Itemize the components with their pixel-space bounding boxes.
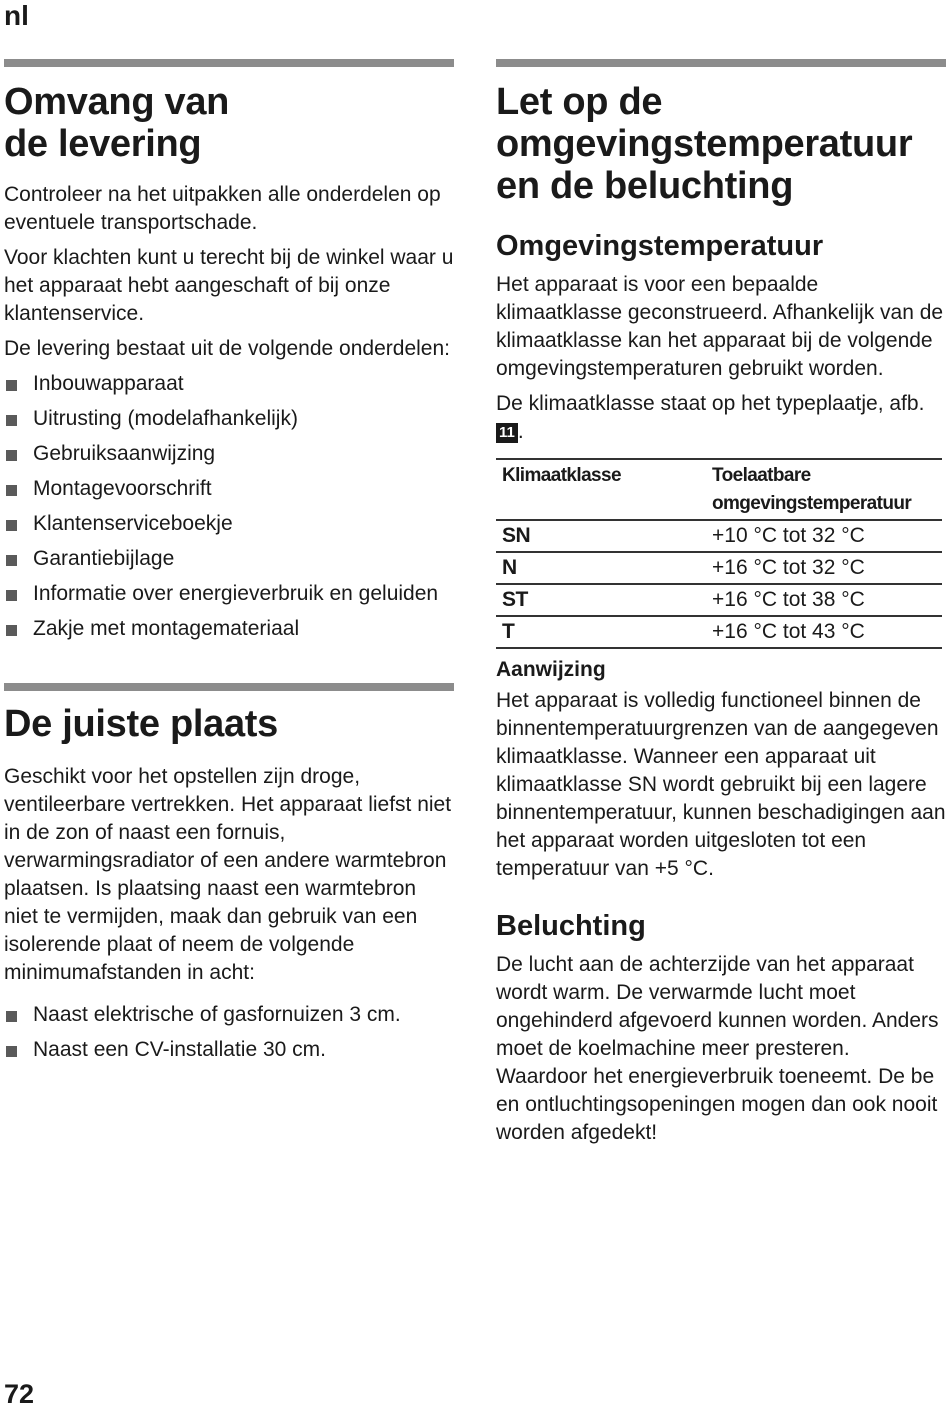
square-bullet-icon — [6, 555, 17, 566]
heading-scope-of-delivery — [4, 81, 454, 165]
table-cell-range: +16 °C tot 43 °C — [706, 616, 942, 648]
list-item-text: Inbouwapparaat — [33, 372, 184, 395]
table-row — [496, 520, 942, 552]
list-item — [4, 510, 454, 538]
table-cell-class: ST — [496, 584, 706, 616]
square-bullet-icon — [6, 450, 17, 461]
table-cell-class: T — [496, 616, 706, 648]
paragraph — [496, 390, 946, 446]
heading-ambient-temperature-ventilation — [496, 81, 946, 207]
list-item — [4, 545, 454, 573]
subheading-ventilation: Beluchting — [496, 910, 646, 942]
table-row — [496, 616, 942, 648]
paragraph: Het apparaat is voor een bepaalde klimaatklasse geconstrueerd. Afhankelijk van de klimaatklasse kan het apparaat bij de volgende omgevingstemperaturen gebruikt worden. — [496, 273, 944, 380]
list-item — [4, 370, 454, 398]
table-cell-range: +10 °C tot 32 °C — [706, 520, 942, 552]
list-item-text: Klantenserviceboekje — [33, 512, 233, 535]
heading-line: omgevingstemperatuur — [496, 123, 913, 165]
delivery-list — [4, 370, 454, 643]
paragraph: De lucht aan de achterzijde van het apparaat wordt warm. De verwarmde lucht moet ongehinderd afgevoerd kunnen worden. Anders moet de koelmachine meer presteren. Waardoor het energieverbruik toeneemt. De be en ontluchtingsopeningen mogen dan ook nooit worden afgedekt! — [496, 953, 939, 1144]
paragraph: Controleer na het uitpakken alle onderdelen op eventuele transportschade. — [4, 183, 441, 234]
list-item-text: Garantiebijlage — [33, 547, 175, 570]
list-item-text: Zakje met montagemateriaal — [33, 617, 300, 640]
list-item — [4, 440, 454, 468]
table-header-cell: Toelaatbare omgevingstemperatuur — [706, 459, 942, 520]
heading-line: de levering — [4, 123, 202, 165]
square-bullet-icon — [6, 485, 17, 496]
square-bullet-icon — [6, 625, 17, 636]
list-item — [4, 1036, 454, 1064]
language-code: nl — [4, 0, 29, 31]
table-cell-class: N — [496, 552, 706, 584]
list-item — [4, 475, 454, 503]
note-title: Aanwijzing — [496, 658, 606, 681]
square-bullet-icon — [6, 1046, 17, 1057]
subheading-ambient-temperature: Omgevingstemperatuur — [496, 230, 824, 262]
list-item — [4, 615, 454, 643]
table-cell-class: SN — [496, 520, 706, 552]
heading-line: en de beluchting — [496, 165, 794, 207]
square-bullet-icon — [6, 380, 17, 391]
heading-right-place: De juiste plaats — [4, 703, 278, 745]
table-cell-range: +16 °C tot 38 °C — [706, 584, 942, 616]
table-cell-range: +16 °C tot 32 °C — [706, 552, 942, 584]
section-rule — [496, 59, 946, 67]
paragraph: Voor klachten kunt u terecht bij de winkel waar u het apparaat hebt aangeschaft of bij onze klantenservice. — [4, 246, 454, 325]
climate-class-table — [496, 458, 942, 649]
list-item-text: Gebruiksaanwijzing — [33, 442, 216, 465]
list-item-text: Naast elektrische of gasfornuizen 3 cm. — [33, 1003, 401, 1026]
paragraph: De levering bestaat uit de volgende onderdelen: — [4, 337, 450, 360]
section-rule — [4, 59, 454, 67]
square-bullet-icon — [6, 415, 17, 426]
paragraph: Geschikt voor het opstellen zijn droge, ventileerbare vertrekken. Het apparaat liefst niet in de zon of naast een fornuis, verwarmingsradiator of een andere warmtebron plaatsen. Is plaatsing naast een warmtebron niet te vermijden, maak dan gebruik van een isolerende plaat of neem de volgende minimumafstanden in acht: — [4, 765, 452, 984]
paragraph-text: De klimaatklasse staat op het typeplaatje, afb. — [496, 392, 925, 415]
list-item-text: Naast een CV-installatie 30 cm. — [33, 1038, 326, 1061]
square-bullet-icon — [6, 520, 17, 531]
distance-list — [4, 1001, 454, 1064]
list-item-text: Informatie over energieverbruik en geluiden — [33, 582, 439, 605]
table-row — [496, 584, 942, 616]
paragraph-end: . — [517, 420, 524, 443]
list-item — [4, 405, 454, 433]
table-row — [496, 552, 942, 584]
list-item-text: Montagevoorschrift — [33, 477, 212, 500]
page-number: 72 — [4, 1379, 35, 1409]
list-item-text: Uitrusting (modelafhankelijk) — [33, 407, 298, 430]
list-item — [4, 580, 454, 608]
left-column — [4, 59, 454, 1071]
note-text: Het apparaat is volledig functioneel binnen de binnentemperatuurgrenzen van de aangegeven klimaatklasse. Wanneer een apparaat uit klimaatklasse SN wordt gebruikt bij een lagere binnentemperatuur, kunnen beschadigingen aan het apparaat worden uitgesloten tot een temperatuur van +5 °C. — [496, 689, 946, 880]
right-column — [496, 59, 946, 1154]
table-header-row — [496, 459, 942, 520]
table-header-cell: Klimaatklasse — [496, 459, 706, 520]
section-rule — [4, 683, 454, 691]
figure-reference-badge: 11 — [496, 423, 518, 443]
square-bullet-icon — [6, 590, 17, 601]
square-bullet-icon — [6, 1011, 17, 1022]
heading-line: Omvang van — [4, 81, 230, 123]
list-item — [4, 1001, 454, 1029]
heading-line: Let op de — [496, 81, 663, 123]
